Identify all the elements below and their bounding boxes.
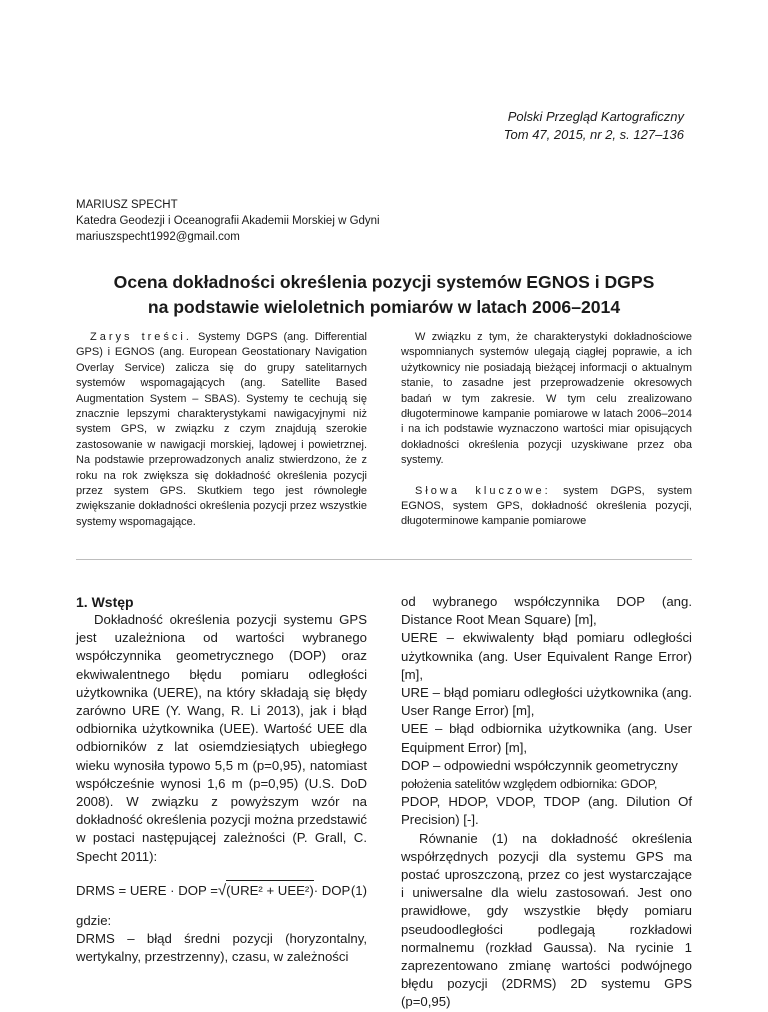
abstract-label: Zarys treści.	[90, 331, 192, 343]
body-column-right	[401, 593, 692, 1012]
equation-1	[76, 880, 367, 900]
abstract-divider	[76, 559, 692, 560]
journal-header	[364, 108, 684, 144]
equation-lhs: DRMS = UERE · DOP =	[76, 882, 218, 898]
equation-number: (1)	[350, 882, 367, 898]
sqrt-icon: √	[217, 881, 227, 899]
keywords-label: Słowa kluczowe:	[415, 484, 551, 497]
definition-uee: UEE – błąd odbiornika użytkownika (ang. User Equipment Error) [m],	[401, 721, 692, 755]
abstract-left	[76, 330, 367, 530]
equation-rhs: · DOP	[313, 882, 351, 898]
author-email: mariuszspecht1992@gmail.com	[76, 231, 240, 243]
article-title	[60, 270, 708, 320]
journal-name: Polski Przegląd Kartograficzny	[507, 109, 684, 124]
journal-issue: Tom 47, 2015, nr 2, s. 127–136	[503, 127, 684, 142]
equation-radicand: (URE² + UEE²)	[226, 880, 314, 900]
author-name: MARIUSZ SPECHT	[76, 199, 178, 211]
abstract-right	[401, 330, 692, 530]
title-line-2: na podstawie wieloletnich pomiarów w latach 2006–2014	[147, 297, 621, 317]
author-affiliation: Katedra Geodezji i Oceanografii Akademii Morskiej w Gdyni	[76, 215, 380, 227]
author-block	[76, 197, 380, 245]
definition-uere: UERE – ekwiwalenty błąd pomiaru odległości użytkownika (ang. User Equivalent Range Error) [m],	[401, 630, 692, 682]
definition-dop-1: DOP – odpowiedni współczynnik geometryczny	[401, 757, 678, 773]
paragraph-equation-discussion: Równanie (1) na dokładność określenia współrzędnych pozycji dla systemu GPS ma postać uproszczoną, przez co jest wystarczające i uniwersalne dla wielu zastosowań. Jest ono prawidłowe, gdy wszystkie błędy pomiaru pseudoodległości podlegają rozkładowi normalnemu (rozkład Gaussa). Na rycinie 1 zaprezentowano zmianę wartości podwójnego błędu pozycji (2DRMS) 2D systemu GPS (p=0,95)	[401, 830, 692, 1010]
definition-dop-2: położenia satelitów względem odbiornika: GDOP,	[401, 777, 658, 792]
definition-dop-3: PDOP, HDOP, VDOP, TDOP (ang. Dilution Of Precision) [-].	[401, 794, 692, 828]
definition-drms: DRMS – błąd średni pozycji (horyzontalny, wertykalny, przestrzenny), czasu, w zależności	[76, 931, 367, 965]
title-line-1: Ocena dokładności określenia pozycji systemów EGNOS i DGPS	[113, 272, 655, 292]
section-heading: 1. Wstęp	[76, 594, 134, 610]
definition-ure: URE – błąd pomiaru odległości użytkownika (ang. User Range Error) [m],	[401, 685, 692, 719]
body-column-left	[76, 593, 367, 967]
keywords-text: system DGPS, system EGNOS, system GPS, dokładność określenia pozycji, długoterminowe kampanie pomiarowe	[401, 484, 692, 528]
abstract-text-left: Systemy DGPS (ang. Differential GPS) i EGNOS (ang. European Geostationary Navigation Overlay Service) zalicza się do grupy satelitarnych systemów wspomagających (ang. Satellite Based Augmentation System – SBAS). Systemy te cechują się znacznie lepszymi charakterystykami nawigacyjnymi niż system GPS, w związku z czym znajdują szerokie zastosowanie w nawigacji morskiej, lądowej i powietrznej. Na podstawie przeprowadzonych analiz stwierdzono, że z roku na rok zwiększa się dokładność określenia pozycji przez system GPS. Skutkiem tego jest równoległe zwiększanie dokładności określenia pozycji przez wszystkie systemy wspomagające.	[76, 331, 367, 528]
where-label: gdzie:	[76, 913, 112, 929]
abstract-text-right: W związku z tym, że charakterystyki dokładnościowe wspomnianych systemów ulegają ciągłej poprawie, a ich użytkownicy nie posiadają bieżącej informacji o aktualnym stanie, to zasadne jest przeprowadzenie okresowych badań w tym zakresie. W tym celu zrealizowano długoterminowe kampanie pomiarowe w latach 2006–2014 i na ich podstawie wyznaczono wartości miar opisujących dokładności określenia pozycji uzyskiwane przez oba systemy.	[401, 331, 692, 467]
paragraph-intro: Dokładność określenia pozycji systemu GPS jest uzależniona od wartości wybranego współczynnika geometrycznego (DOP) oraz ekwiwalentnego błędu pomiaru odległości użytkownika (UERE), na który składają się błędy zarówno URE (Y. Wang, R. Li 2013), jak i błąd odbiornika użytkownika (UEE). Wartość UEE dla odbiorników z lat osiemdziesiątych ubiegłego wieku wynosiła typowo 5,5 m (p=0,95), natomiast współcześnie wynosi 1,6 m (p=0,95) (U.S. DoD 2008). W związku z powyższym wzór na dokładność określenia pozycji można przedstawić w postaci następującej zależności (P. Grall, C. Specht 2011):	[76, 612, 368, 864]
definition-drms-cont: od wybranego współczynnika DOP (ang. Distance Root Mean Square) [m],	[401, 594, 692, 628]
